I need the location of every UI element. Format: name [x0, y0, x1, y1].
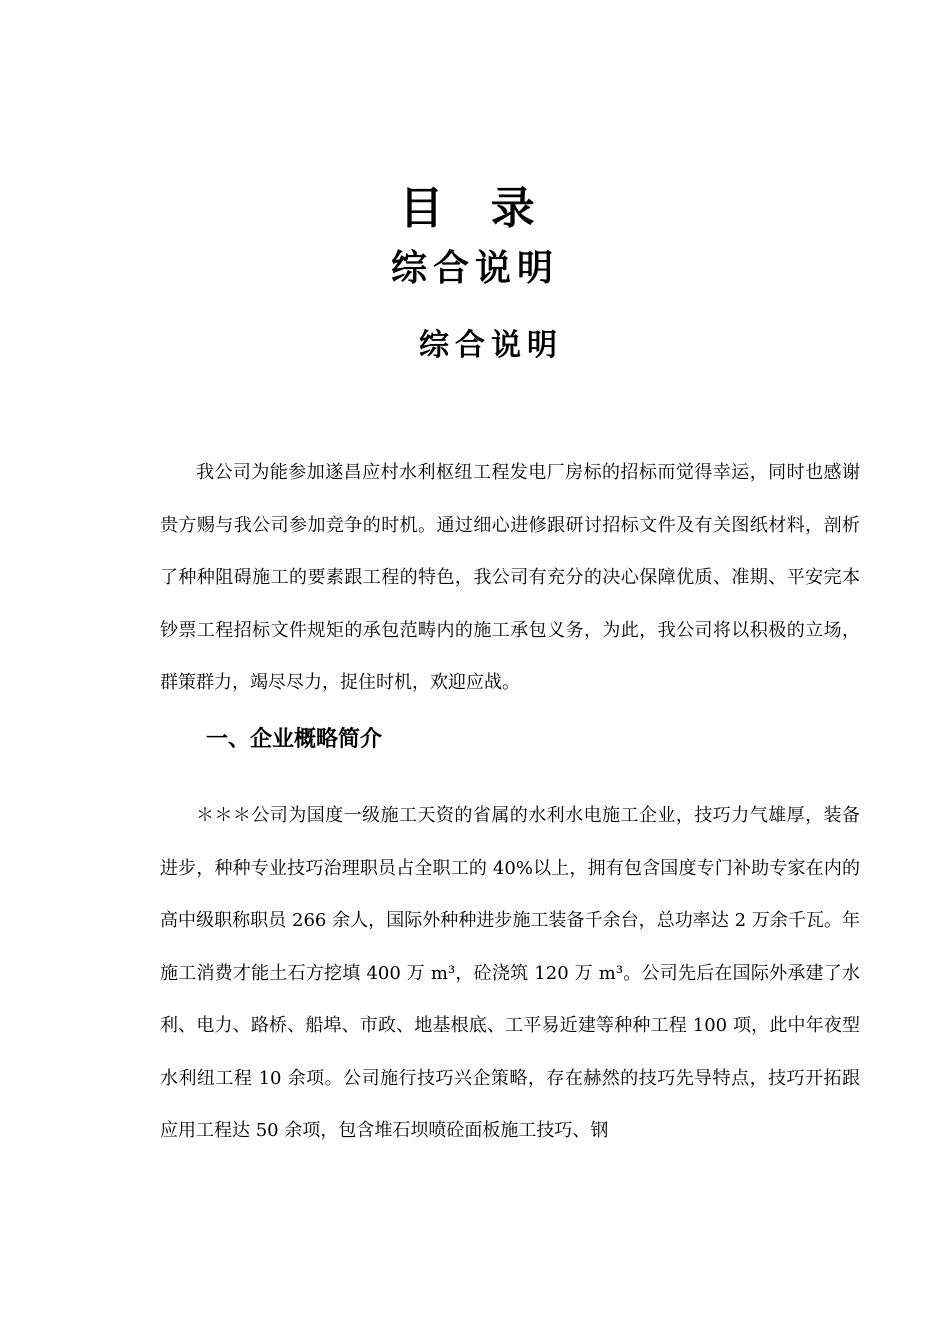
section-title: 综合说明 [419, 328, 563, 363]
document-subtitle: 综合说明 [390, 247, 559, 289]
section-heading-company-profile: 一、企业概略简介 [206, 727, 383, 752]
toc-title: 目 录 [399, 183, 551, 234]
company-profile-paragraph: ＊＊＊公司为国度一级施工天资的省属的水利水电施工企业，技巧力气雄厚，装备进步，种种专业技巧治理职员占全职工的 40%以上，拥有包含国度专门补助专家在内的高中级职称职员 266 余人，国际外种种进步施工装备千余台，总功率达 2 万余千瓦。年施工消费才能土石方挖填 400 万 m³，砼浇筑 120 万 m³。公司先后在国际外承建了水利、电力、路桥、船埠、市政、地基根底、工平易近建等种种工程 100 项，此中年夜型水利纽工程 10 余项。公司施行技巧兴企策略，存在赫然的技巧先导特点，技巧开拓跟应用工程达 50 余项，包含堆石坝喷砼面板施工技巧、钢 [160, 805, 860, 1141]
intro-paragraph: 我公司为能参加遂昌应村水利枢纽工程发电厂房标的招标而觉得幸运，同时也感谢贵方赐与我公司参加竞争的时机。通过细心进修跟研讨招标文件及有关图纸材料，剖析了种种阻碍施工的要素跟工程的特色，我公司有充分的决心保障优质、准期、平安完本钞票工程招标文件规矩的承包范畴内的施工承包义务，为此，我公司将以积极的立场，群策群力，竭尽尽力，捉住时机，欢迎应战。 [160, 462, 860, 693]
